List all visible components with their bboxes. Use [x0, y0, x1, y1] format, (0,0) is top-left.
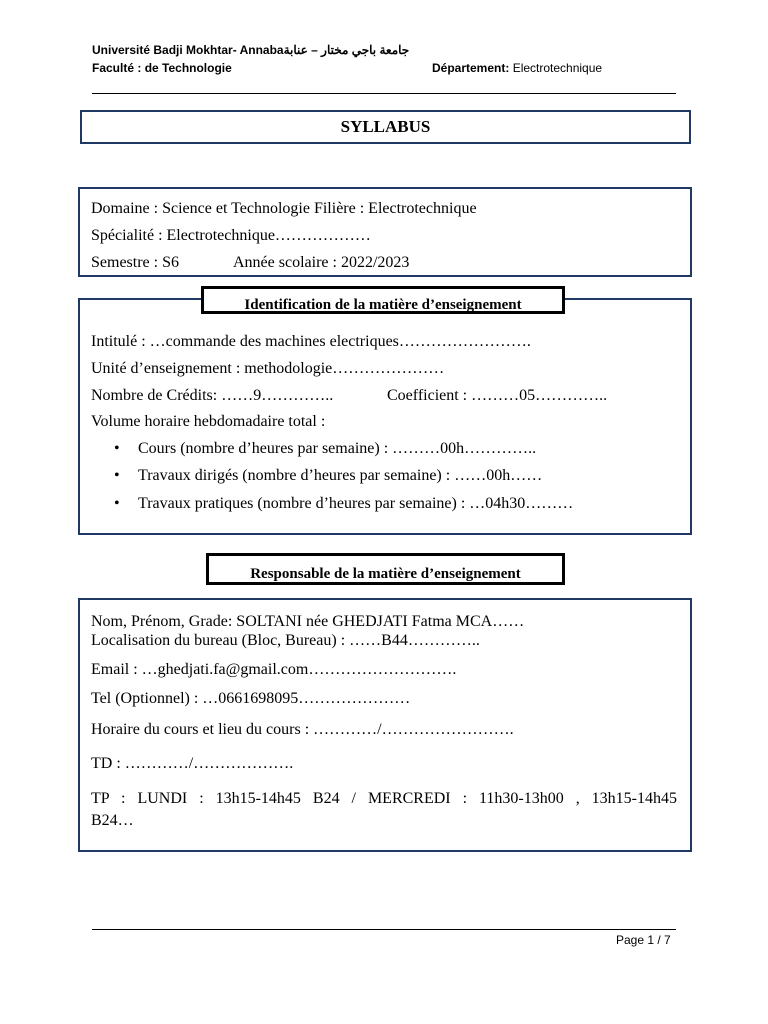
university-latin: Université Badji Mokhtar- Annaba: [92, 43, 284, 57]
credits-line: Nombre de Crédits: ……9…………..: [91, 387, 334, 404]
department: [432, 61, 602, 75]
intitule-line: Intitulé : …commande des machines electriques…………………….: [91, 333, 531, 350]
faculty-label: Faculté :: [92, 61, 145, 75]
university-arabic: جامعة باجي مختار – عنابة: [283, 43, 410, 57]
domaine-line: Domaine : Science et Technologie Filière : Electrotechnique: [91, 200, 477, 217]
annee-line: Année scolaire : 2022/2023: [233, 254, 410, 271]
volume-line: Volume horaire hebdomadaire total :: [91, 413, 326, 430]
syllabus-title: SYLLABUS: [80, 110, 691, 144]
coefficient-line: Coefficient : ………05…………..: [387, 387, 608, 404]
semestre-line: Semestre : S6: [91, 254, 179, 271]
tp-schedule-line: TP : LUNDI : 13h15-14h45 B24 / MERCREDI : 11h30-13h00 , 13h15-14h45: [91, 790, 677, 807]
tp-line: Travaux pratiques (nombre d’heures par semaine) : …04h30………: [138, 495, 574, 512]
specialite-line: Spécialité : Electrotechnique………………: [91, 227, 371, 244]
header-rule: [92, 93, 676, 94]
department-value: Electrotechnique: [512, 61, 603, 75]
bullet-icon: •: [114, 440, 120, 457]
page-number: Page 1 / 7: [616, 933, 671, 947]
faculty: [92, 61, 232, 75]
responsable-heading: Responsable de la matière d’enseignement: [206, 553, 565, 585]
td-schedule-line: TD : …………/……………….: [91, 755, 294, 772]
bullet-icon: •: [114, 467, 120, 484]
identification-heading: Identification de la matière d’enseignement: [201, 286, 565, 314]
cours-line: Cours (nombre d’heures par semaine) : ………00h…………..: [138, 440, 537, 457]
email-line: Email : …ghedjati.fa@gmail.com……………………….: [91, 661, 457, 678]
tel-line: Tel (Optionnel) : …0661698095…………………: [91, 690, 411, 707]
nom-line: Nom, Prénom, Grade: SOLTANI née GHEDJATI Fatma MCA……: [91, 613, 525, 630]
horaire-line: Horaire du cours et lieu du cours : …………/…………………….: [91, 721, 514, 738]
faculty-value: de Technologie: [144, 61, 232, 75]
department-label: Département:: [432, 61, 513, 75]
td-line: Travaux dirigés (nombre d’heures par semaine) : ……00h……: [138, 467, 543, 484]
footer-rule: [92, 929, 676, 930]
unite-line: Unité d’enseignement : methodologie…………………: [91, 360, 445, 377]
university-name: [92, 43, 409, 57]
localisation-line: Localisation du bureau (Bloc, Bureau) : ……B44…………..: [91, 632, 480, 649]
tp-schedule-line-2: B24…: [91, 812, 134, 829]
bullet-icon: •: [114, 495, 120, 512]
